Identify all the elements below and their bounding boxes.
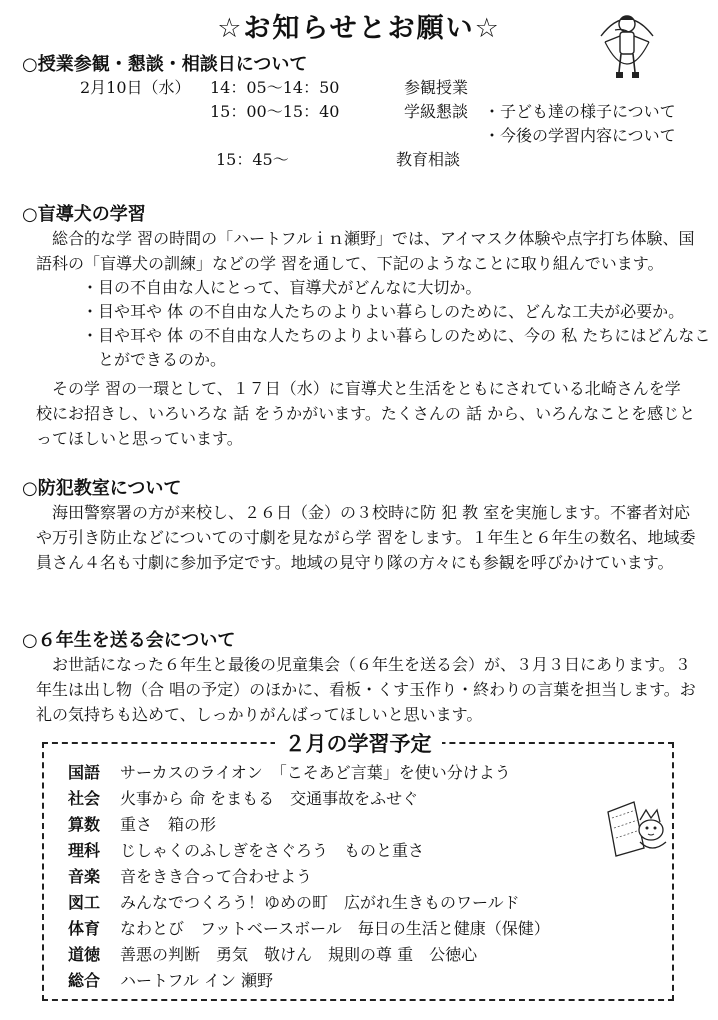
schedule-row-math: 算数 重さ 箱の形 xyxy=(68,815,217,834)
schedule-row-science: 理科 じしゃくのふしぎをさぐろう ものと重さ xyxy=(68,841,425,860)
visit-label1: 参観授業 xyxy=(404,78,469,97)
visit-label2: 学級懇談 xyxy=(404,102,469,121)
farewell-body: お世話になった６年生と最後の児童集会（６年生を送る会）が、３月３日にあります。３年生は出し物（合 唱の予定）のほかに、看板・くす玉作り・終わりの言葉を担当します。お礼の気持ちも込めて、しっかりがんばってほしいと思います。 xyxy=(36,655,696,724)
guide-dog-bullet-3: ・目や耳や 体 の不自由な人たちのよりよい暮らしのために、今の 私 たちにはどんなことができるのか。 xyxy=(82,326,711,369)
schedule-row-integrated: 総合 ハートフル イン 瀬野 xyxy=(68,971,274,990)
crime-body: 海田警察署の方が来校し、２６日（金）の３校時に防 犯 教 室を実施します。不審者対応や万引き防止などについての寸劇を見ながら学 習をします。１年生と６年生の数名、地域委員さん４名も寸劇に参加予定です。地域の見守り隊の方々にも参観を呼びかけています。 xyxy=(36,503,696,572)
visit-label3: 教育相談 xyxy=(396,150,461,169)
schedule-row-pe: 体育 なわとび フットベースボール 毎日の生活と健康（保健） xyxy=(68,919,550,938)
page-title: ☆お知らせとお願い☆ xyxy=(217,13,501,44)
visit-heading: ○授業参観・懇談・相談日について xyxy=(22,54,308,75)
guide-dog-body: その学 習の一環として、１７日（水）に盲導犬と生活をともにされている北崎さんを学校にお招きし、いろいろな 話 をうかがいます。たくさんの 話 から、いろんなことを感じとってほしいと思っています。 xyxy=(36,379,696,448)
visit-time1: 14：05～14：50 xyxy=(210,78,340,97)
visit-date: 2月10日（水） xyxy=(80,78,191,97)
crime-heading: ○防犯教室について xyxy=(22,478,182,499)
schedule-row-moral: 道徳 善悪の判断 勇気 敬けん 規則の尊 重 公徳心 xyxy=(68,945,478,964)
jump-rope-girl-illustration xyxy=(595,2,659,88)
farewell-heading: ○６年生を送る会について xyxy=(22,630,236,651)
study-schedule-box xyxy=(42,732,674,1001)
cat-in-box-illustration xyxy=(604,798,670,858)
guide-dog-bullet-1: ・目の不自由な人にとって、盲導犬がどんなに大切か。 xyxy=(82,278,482,297)
guide-dog-intro: 総合的な学 習の時間の「ハートフルｉｎ瀬野」では、アイマスク体験や点字打ち体験、国語科の「盲導犬の訓練」などの学 習を通して、下記のようなことに取り組んでいます。 xyxy=(36,229,695,273)
guide-dog-bullet-2: ・目や耳や 体 の不自由な人たちのよりよい暮らしのために、どんな工夫が必要か。 xyxy=(82,302,685,321)
schedule-title: ２月の学習予定 xyxy=(275,732,442,756)
visit-topic1: ・子ども達の様子について xyxy=(484,102,676,121)
visit-time3: 15：45～ xyxy=(216,150,289,169)
schedule-row-music: 音楽 音をきき合って合わせよう xyxy=(68,867,313,886)
visit-topic2: ・今後の学習内容について xyxy=(484,126,676,145)
schedule-row-art: 図工 みんなでつくろう！ゆめの町 広がれ生きものワールド xyxy=(68,893,520,912)
visit-time2: 15：00～15：40 xyxy=(210,102,340,121)
schedule-row-social: 社会 火事から 命 をまもる 交通事故をふせぐ xyxy=(68,789,419,808)
guide-dog-heading: ○盲導犬の学習 xyxy=(22,204,146,225)
schedule-row-japanese: 国語 サーカスのライオン 「こそあど言葉」を使い分けよう xyxy=(68,763,511,782)
